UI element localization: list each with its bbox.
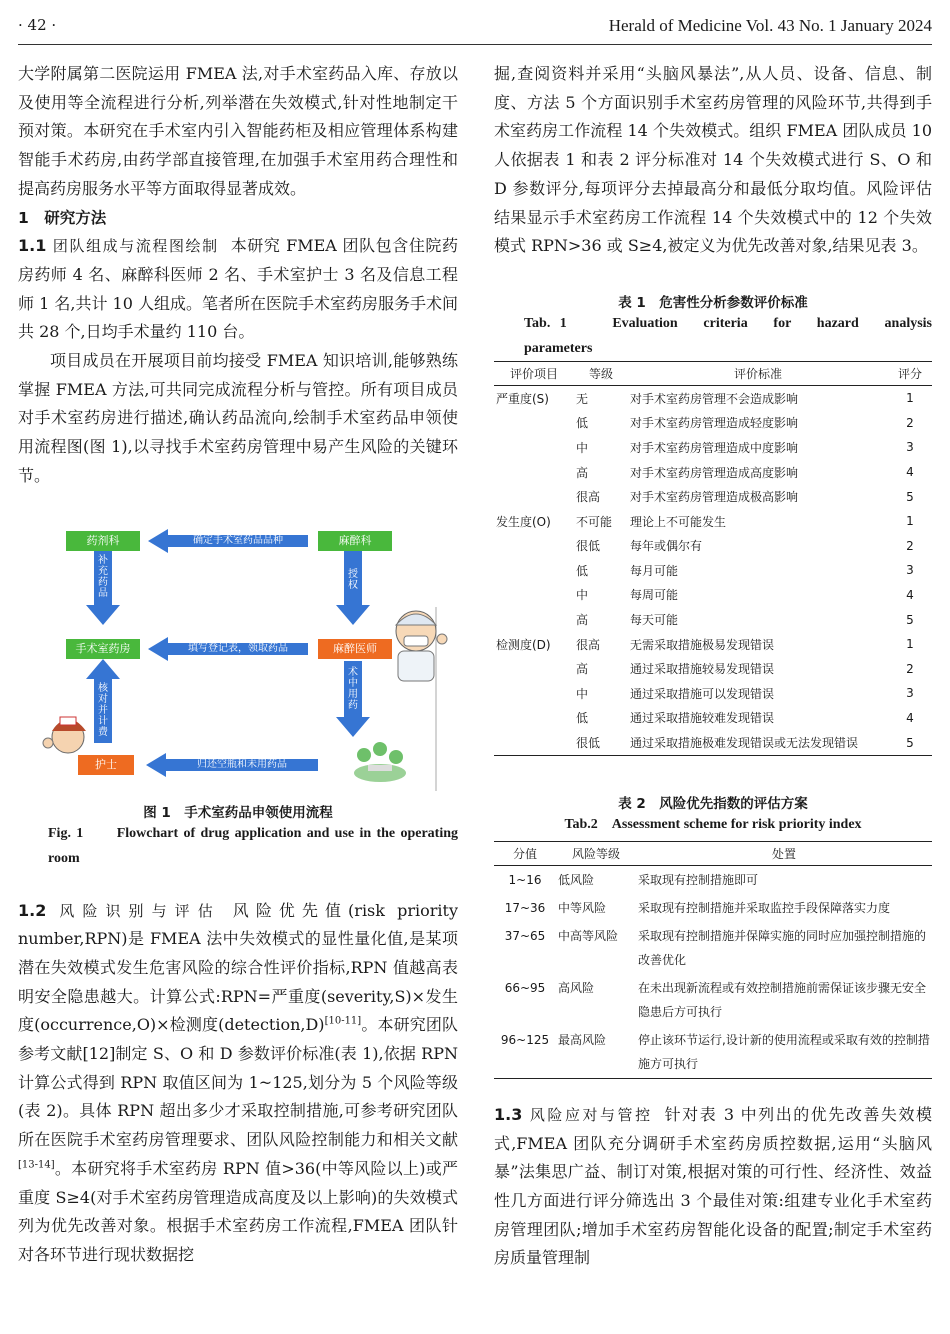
box-or-pharmacy: 手术室药房: [66, 639, 140, 659]
table-cell: [494, 706, 574, 731]
table-row: [494, 607, 932, 632]
table-cell: 1~16: [508, 872, 542, 887]
arrow-left-bottom-label: 核对并计费: [98, 682, 108, 738]
table-cell: 每月可能: [630, 563, 679, 578]
table-cell: 通过采取措施可以发现错误: [630, 686, 775, 701]
col-header-risk-level: 风险等级: [556, 841, 636, 865]
table-cell: 低风险: [558, 872, 595, 887]
table-cell: [494, 533, 574, 558]
table-cell: 5: [888, 730, 932, 755]
table-row: [494, 533, 932, 558]
table-cell: 5: [906, 612, 914, 627]
table-cell: 4: [906, 465, 914, 479]
table-cell: 每天可能: [630, 613, 679, 628]
table-1: [494, 361, 932, 756]
table-row: [494, 706, 932, 731]
table-row: [494, 435, 932, 460]
table-cell: 中等风险: [558, 900, 607, 915]
left-column: [18, 60, 458, 1270]
table-cell: [494, 681, 574, 706]
table-cell: 4: [906, 710, 914, 725]
table-cell: [494, 730, 574, 755]
doctor-illustration: [396, 611, 447, 681]
arrow-top-label: 确定手术室药品品种: [193, 534, 283, 546]
page-number: · 42 ·: [18, 16, 57, 34]
table-row: [494, 656, 932, 681]
table-cell: 很高: [576, 637, 601, 652]
table-cell: 停止该环节运行,设计新的使用流程或采取有效的控制措施方可执行: [636, 1026, 932, 1079]
table-cell: 最高风险: [556, 1026, 636, 1079]
table-cell: [494, 484, 574, 509]
table-cell: 不可能: [576, 514, 613, 529]
right-column: [494, 60, 932, 1273]
table-row: [494, 1026, 932, 1079]
table-cell: 对手术室药房管理造成轻度影响: [630, 416, 799, 431]
continued-paragraph: 掘,查阅资料并采用“头脑风暴法”,从人员、设备、信息、制度、方法 5 个方面识别手术室药房管理的风险环节,共得到手术室药房工作流程 14 个失效模式。组织 FMEA 团队成员 10 人依据表 1 和表 2 评分标准对 14 个失效模式进行 S、O 和 D 参数评分,每项评分去掉最高分和最低分取均值。风险评估结果显示手术室药房工作流程 14 个失效模式中的 12 个失效模式 RPN>36 或 S≥4,被定义为优先改善对象,结果见表 3。: [494, 64, 932, 256]
citation: [10-11]: [324, 1016, 362, 1028]
table-cell: [494, 460, 574, 485]
table-cell: [494, 558, 574, 583]
table-cell: 低: [576, 711, 589, 726]
table-cell: 采取现有控制措施即可: [638, 872, 759, 887]
table-row: [494, 865, 932, 894]
table-cell: 中: [576, 440, 589, 455]
table-cell: 高: [576, 465, 589, 480]
table-1-caption-cn: 表 1 危害性分析参数评价标准: [618, 294, 808, 311]
table-row: [494, 974, 932, 1026]
table-cell: 发生度(O): [496, 514, 551, 529]
table-cell: 在未出现新流程或有效控制措施前需保证该步骤无安全隐患后方可执行: [638, 980, 927, 1019]
table-cell: 严重度(S): [496, 391, 549, 406]
table-cell: [494, 656, 574, 681]
nurse-illustration: [43, 717, 86, 753]
table-cell: 1: [906, 391, 914, 406]
arrow-bottom-label: 归还空瓶和未用药品: [197, 758, 287, 770]
section-1-1-paragraph: [18, 232, 458, 347]
table-cell: 中: [576, 686, 589, 701]
table-cell: 很低: [576, 539, 601, 554]
table-cell: 4: [906, 587, 914, 602]
section-text: 本研究 FMEA 团队包含住院药房药师 4 名、麻醉科医师 2 名、手术室护士 3 名及信息工程师 1 名,共计 10 人组成。笔者所在医院手术室药房服务手术间共 28 个,日均手术量约 110 台。: [18, 236, 458, 342]
table-row: [494, 583, 932, 608]
section-text: 风险优先值(risk priority number,RPN)是 FMEA 法中失效模式的显性量化值,是某项潜在失效模式发生危害风险的综合性评价指标,RPN 值越高表明安全隐患越大。计算公式:RPN=严重度(severity,S)×发生度(occurrence,O)×检测度(detection,D): [18, 900, 458, 1035]
section-number: 1.2: [18, 900, 47, 920]
section-text: 针对表 3 中列出的优先改善失效模式,FMEA 团队充分调研手术室药房质控数据,运用“头脑风暴”法集思广益、制订对策,根据对策的可行性、经济性、效益性几方面进行评分筛选出 3 个最佳对策:组建专业化手术室药房管理团队;增加手术室药房智能化设备的配置;制定手术室药房质量管理制: [494, 1104, 932, 1268]
table-cell: 对手术室药房管理造成极高影响: [630, 490, 799, 505]
section-title: 风险应对与管控: [528, 1105, 653, 1124]
table-cell: 很低: [574, 730, 628, 755]
table-row: [494, 411, 932, 436]
box-nurse: 护士: [78, 755, 134, 775]
header-rule: [18, 44, 932, 45]
col-header-item: 评价项目: [494, 361, 574, 385]
table-cell: 检测度(D): [496, 637, 551, 652]
section-1-1-paragraph-2: 项目成员在开展项目前均接受 FMEA 知识培训,能够熟练掌握 FMEA 方法,可共同完成流程分析与管控。所有项目成员对手术室药房进行描述,确认药品流向,绘制手术室药品申领使用流程图(图 1),以寻找手术室药房管理中易产生风险的关键环节。: [18, 351, 458, 485]
arrow-right-bottom-label: 术中用药: [348, 666, 358, 711]
table-cell: 5: [906, 489, 914, 504]
figure-1-caption-en: Fig. 1 Flowchart of drug application and use in the operating room: [48, 825, 458, 866]
table-cell: 2: [906, 538, 914, 553]
journal-title: Herald of Medicine Vol. 43 No. 1 January 2024: [608, 16, 932, 35]
intro-paragraph: 大学附属第二医院运用 FMEA 法,对手术室药品入库、存放以及使用等全流程进行分析,列举潜在失效模式,针对性地制定干预对策。本研究在手术室内引入智能药柜及相应管理体系构建智能手术药房,由药学部直接管理,在加强手术室用药合理性和提高药房服务水平等方面取得显著成效。: [18, 64, 458, 198]
arrow-middle-label: 填写登记表，领取药品: [188, 642, 288, 654]
figure-1-flowchart: [18, 521, 458, 791]
table-1-caption-en: Tab. 1 Evaluation criteria for hazard analysis parameters: [524, 315, 932, 356]
table-cell: 通过采取措施较难发现错误: [630, 711, 775, 726]
table-cell: 高: [576, 662, 589, 677]
table-cell: 很高: [576, 490, 601, 505]
table-cell: 每周可能: [630, 588, 679, 603]
col-header-score: 分值: [494, 841, 556, 865]
table-cell: 17~36: [504, 900, 546, 915]
table-cell: 96~125: [494, 1026, 556, 1079]
table-cell: 37~65: [504, 928, 546, 943]
table-row: [494, 509, 932, 534]
table-cell: 中高等风险: [558, 928, 619, 943]
table-cell: 对手术室药房管理造成中度影响: [630, 440, 799, 455]
col-header-action: 处置: [636, 841, 932, 865]
arrow-left-top-label: 补充药品: [98, 554, 108, 599]
table-cell: [494, 411, 574, 436]
section-number: 1.3: [494, 1104, 523, 1124]
table-row: [494, 894, 932, 922]
box-anesthesia-dept: 麻醉科: [318, 531, 392, 551]
table-row: [494, 632, 932, 657]
table-2: [494, 841, 932, 1079]
table-cell: [494, 583, 574, 608]
table-cell: [494, 435, 574, 460]
table-cell: 中: [576, 588, 589, 603]
section-title: 团队组成与流程图绘制: [52, 237, 219, 256]
page-header: [18, 16, 932, 42]
table-2-caption-cn: 表 2 风险优先指数的评估方案: [618, 795, 808, 812]
table-row: [494, 922, 932, 974]
table-cell: 低: [576, 416, 589, 431]
table-cell: 3: [906, 440, 914, 455]
table-cell: 66~95: [504, 980, 546, 995]
table-cell: 2: [906, 415, 914, 430]
table-cell: 无: [576, 391, 589, 406]
col-header-criteria: 评价标准: [628, 361, 888, 385]
table-header-row: [494, 361, 932, 385]
table-cell: 采取现有控制措施并保障实施的同时应加强控制措施的改善优化: [638, 928, 927, 967]
surgery-team-illustration: [354, 742, 406, 782]
table-cell: [494, 607, 574, 632]
table-cell: 1: [906, 637, 914, 652]
table-row: [494, 385, 932, 410]
table-cell: 每年或偶尔有: [630, 539, 703, 554]
table-row: [494, 730, 932, 755]
citation: [13-14]: [18, 1159, 55, 1171]
section-text: 。本研究将手术室药房 RPN 值>36(中等风险以上)或严重度 S≥4(对手术室药房管理造成高度及以上影响)的失效模式列为优先改善对象。根据手术室药房工作流程,FMEA 团队针对各环节进行现状数据挖: [18, 1158, 458, 1264]
box-anesthetist: 麻醉医师: [318, 639, 392, 659]
table-cell: 低: [576, 563, 589, 578]
table-cell: 2: [906, 661, 914, 676]
section-title: 风险识别与评估: [52, 901, 221, 920]
section-1-3-paragraph: [494, 1101, 932, 1273]
table-cell: 3: [906, 563, 914, 578]
section-text: 。本研究团队参考文献[12]制定 S、O 和 D 参数评价标准(表 1),依据 RPN 计算公式得到 RPN 取值区间为 1~125,划分为 5 个风险等级(表 2)。具体 RPN 超出多少才采取控制措施,可参考研究团队所在医院手术室药房管理要求、团队风险控制能力和相关文献: [18, 1015, 458, 1150]
figure-1-caption-cn: 图 1 手术室药品申领使用流程: [143, 804, 333, 821]
table-cell: 高: [576, 613, 589, 628]
table-cell: 对手术室药房管理不会造成影响: [630, 391, 799, 406]
section-1-2-paragraph: [18, 897, 458, 1270]
table-cell: 3: [906, 686, 914, 701]
arrow-right-top-label: 授权: [348, 568, 358, 591]
table-cell: 通过采取措施较易发现错误: [630, 662, 775, 677]
box-pharmacy-dept: 药剂科: [66, 531, 140, 551]
table-cell: 通过采取措施极难发现错误或无法发现错误: [628, 730, 888, 755]
section-heading-methods: 1 研究方法: [18, 208, 107, 227]
col-header-level: 等级: [574, 361, 628, 385]
table-cell: 无需采取措施极易发现错误: [630, 637, 775, 652]
section-number: 1.1: [18, 236, 47, 256]
table-row: [494, 681, 932, 706]
table-cell: 对手术室药房管理造成高度影响: [630, 465, 799, 480]
table-cell: 1: [906, 514, 914, 529]
table-row: [494, 558, 932, 583]
table-cell: 理论上不可能发生: [630, 514, 727, 529]
table-header-row: [494, 841, 932, 865]
col-header-score: 评分: [888, 361, 932, 385]
table-cell: 采取现有控制措施并采取监控手段保障落实力度: [638, 900, 891, 915]
table-cell: 高风险: [558, 980, 595, 995]
table-row: [494, 484, 932, 509]
table-row: [494, 460, 932, 485]
table-2-caption-en: Tab.2 Assessment scheme for risk priority index: [564, 816, 862, 832]
